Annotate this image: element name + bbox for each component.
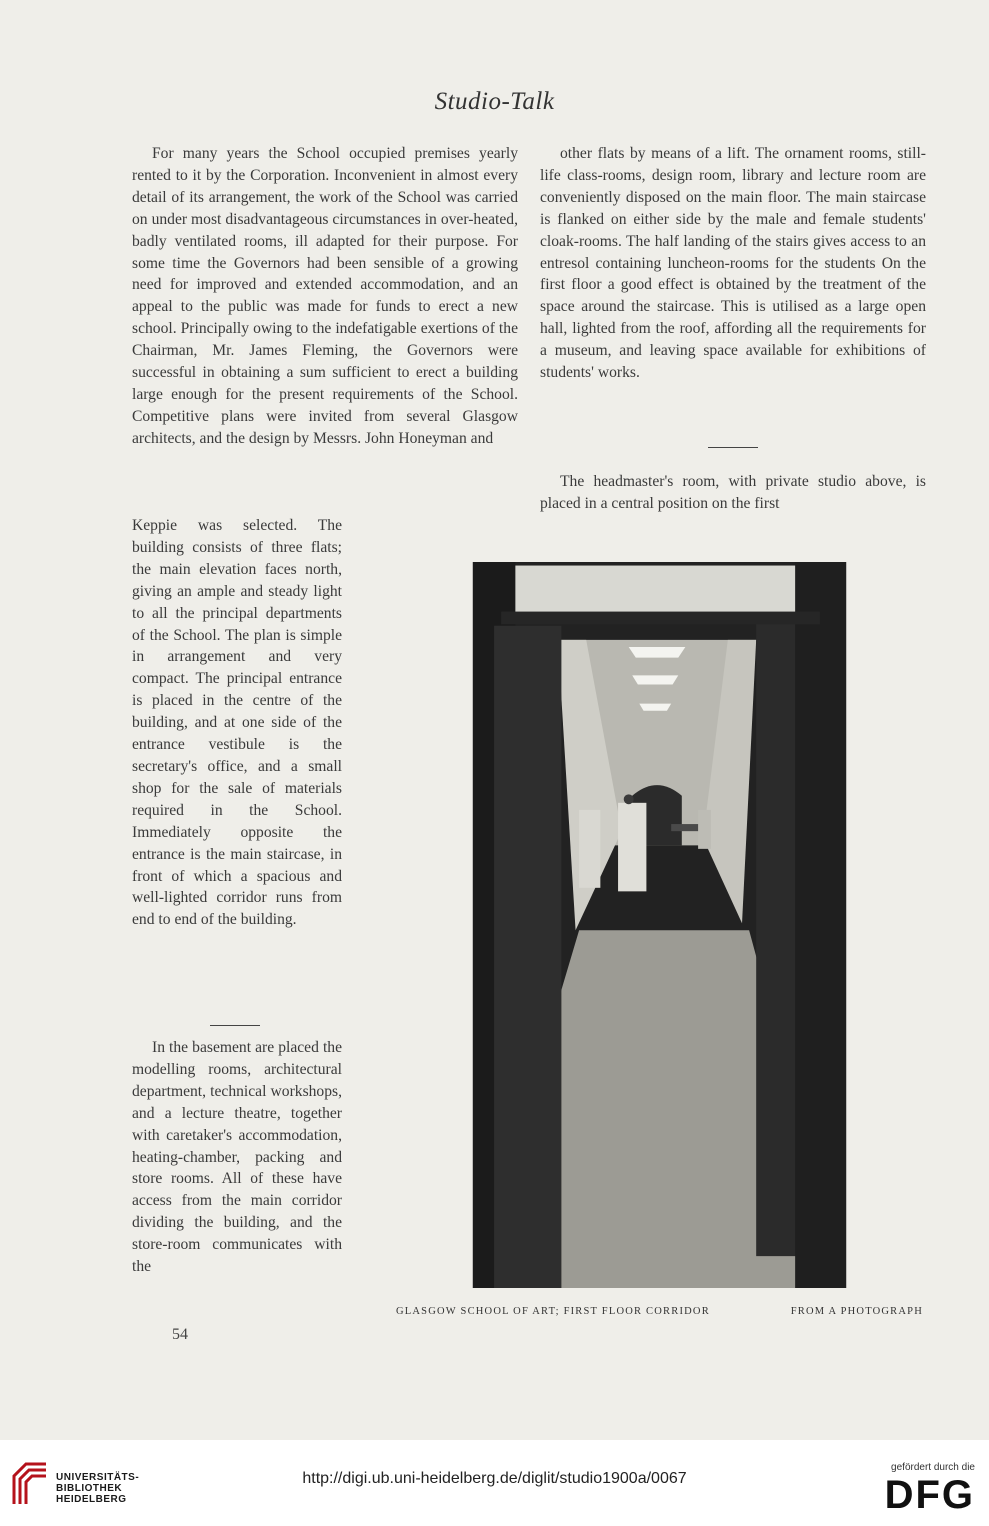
library-name-line: HEIDELBERG	[56, 1494, 127, 1505]
body-paragraph: The headmaster's room, with private studio above, is placed in a central position on the first	[540, 473, 926, 512]
digitization-footer	[0, 1440, 989, 1526]
body-paragraph-continued: Keppie was selected. The building consists of three flats; the main elevation faces north, giving an ample and steady light to all the principal departments of the School. The plan is simple in arrangement and very compact. The principal entrance is placed in the centre of the building, and at one side of the entrance vestibule is the secretary's office, and a small shop for the sale of materials required in the School. Immediately opposite the entrance is the main staircase, in front of which a spacious and well-lighted corridor runs from end to end of the building.	[132, 517, 342, 929]
section-divider	[210, 1025, 260, 1026]
library-name-line: BIBLIOTHEK	[56, 1483, 123, 1494]
corridor-photograph-image	[396, 562, 923, 1288]
left-column-top	[132, 143, 518, 450]
source-url[interactable]: http://digi.ub.uni-heidelberg.de/diglit/studio1900a/0067	[302, 1470, 687, 1487]
running-head: Studio-Talk	[434, 88, 555, 115]
library-name-line: UNIVERSITÄTS-	[56, 1472, 140, 1483]
right-column-lower	[540, 471, 926, 515]
dfg-logo: DFG	[884, 1473, 975, 1517]
body-paragraph: other flats by means of a lift. The ornament rooms, still-life class-rooms, design room, library and lecture room are conveniently disposed on the main floor. The main staircase is flanked on either side by the male and female students' cloak-rooms. The half landing of the stairs gives access to an entresol containing luncheon-rooms for the students On the first floor a good effect is obtained by the treatment of the space around the staircase. This is utilised as a large open hall, lighted from the roof, affording all the requirements for a museum, and leaving space available for exhibitions of students' works.	[540, 145, 926, 382]
left-column-basement	[132, 1037, 342, 1278]
photo-caption-title: GLASGOW SCHOOL OF ART; FIRST FLOOR CORRIDOR	[396, 1306, 710, 1317]
funding-label: gefördert durch die	[891, 1462, 975, 1473]
body-paragraph: For many years the School occupied premises yearly rented to it by the Corporation. Inconvenient in almost every detail of its arrangement, the work of the School was carried on under most disadvantageous circumstances in over-heated, badly ventilated rooms, ill adapted for their purpose. For some time the Governors had been sensible of a growing need for improved and extended accommodation, and an appeal to the public was made for funds to erect a new school. Principally owing to the indefatigable exertions of the Chairman, Mr. James Fleming, the Governors were successful in obtaining a sum sufficient to erect a building large enough for the present requirements of the School. Competitive plans were invited from several Glasgow architects, and the design by Messrs. John Honeyman and	[132, 145, 518, 447]
page-number: 54	[172, 1326, 188, 1343]
body-paragraph: In the basement are placed the modelling rooms, architectural department, technical workshops, and a lecture theatre, together with caretaker's accommodation, heating-chamber, packing and store rooms. All of these have access from the main corridor dividing the building, and the store-room communicates with the	[132, 1039, 342, 1276]
library-logo	[10, 1458, 190, 1518]
photo-caption-credit: FROM A PHOTOGRAPH	[790, 1306, 923, 1317]
right-column	[540, 143, 926, 384]
funding-notice	[865, 1462, 975, 1517]
left-column-narrow	[132, 515, 342, 931]
section-divider	[708, 447, 758, 448]
corridor-photograph-frame	[396, 562, 923, 1288]
